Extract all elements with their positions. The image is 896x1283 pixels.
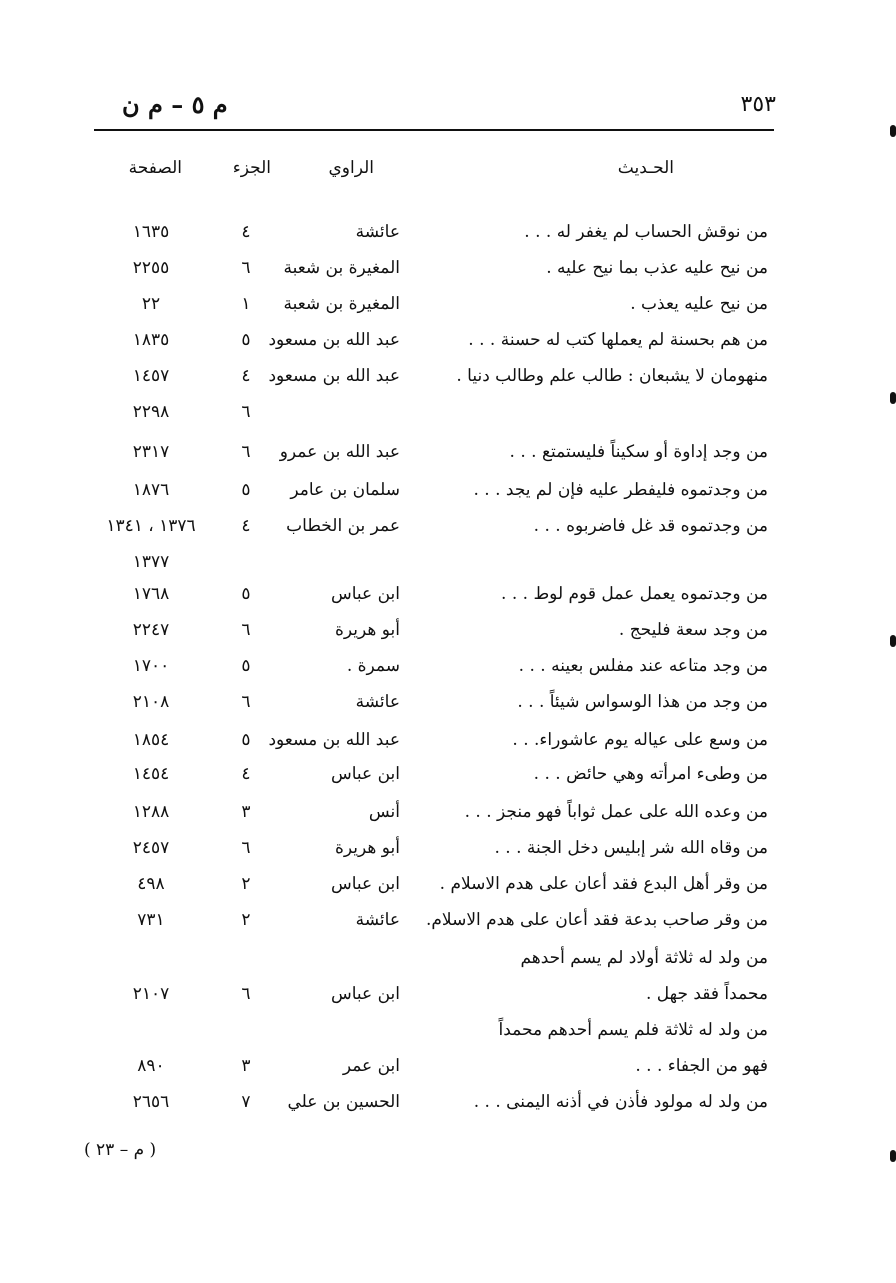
narrator: ابن عباس xyxy=(330,874,400,894)
hadith-text: من ولد له ثلاثة فلم يسم أحدهم محمداً xyxy=(498,1020,768,1040)
hadith-text: من نيح عليه عذب بما نيح عليه . xyxy=(546,258,768,278)
volume-number: ٥ xyxy=(241,584,251,604)
table-row xyxy=(0,1092,896,1126)
narrator: عبد الله بن مسعود xyxy=(268,730,400,750)
binding-mark xyxy=(890,1150,896,1162)
hadith-text: من هم بحسنة لم يعملها كتب له حسنة . . . xyxy=(468,330,768,350)
table-row xyxy=(0,1056,896,1090)
volume-number: ٢ xyxy=(241,910,251,930)
binding-mark xyxy=(890,635,896,647)
page-reference: ١٢٨٨ xyxy=(132,802,170,822)
narrator: المغيرة بن شعبة xyxy=(283,294,400,314)
volume-number: ٦ xyxy=(241,258,251,278)
page-number: ٣٥٣ xyxy=(740,92,776,117)
narrator: عبد الله بن مسعود xyxy=(268,330,400,350)
table-row xyxy=(0,730,896,764)
hadith-text: من ولد له ثلاثة أولاد لم يسم أحدهم xyxy=(520,948,768,968)
table-row xyxy=(0,516,896,550)
page-reference: ١٨٧٦ xyxy=(132,480,170,500)
volume-number: ٤ xyxy=(241,222,251,242)
hadith-text: من وجدتموه قد غل فاضربوه . . . xyxy=(533,516,768,536)
binding-mark xyxy=(890,125,896,137)
volume-number: ٦ xyxy=(241,620,251,640)
hadith-text: من وطىء امرأته وهي حائض . . . xyxy=(533,764,768,784)
narrator: عبد الله بن عمرو xyxy=(279,442,400,462)
narrator: ابن عباس xyxy=(330,764,400,784)
page-reference: ٢٢٩٨ xyxy=(132,402,170,422)
volume-number: ٥ xyxy=(241,730,251,750)
volume-number: ٧ xyxy=(241,1092,251,1112)
table-row xyxy=(0,480,896,514)
table-row xyxy=(0,258,896,292)
narrator: عمر بن الخطاب xyxy=(286,516,400,536)
volume-number: ٣ xyxy=(241,1056,251,1076)
column-header-rawi: الراوي xyxy=(328,158,374,178)
table-row xyxy=(0,802,896,836)
table-row xyxy=(0,910,896,944)
volume-number: ٦ xyxy=(241,402,251,422)
page-reference: ١٣٧٧ xyxy=(132,552,170,572)
header-rule xyxy=(94,129,774,131)
table-row xyxy=(0,838,896,872)
hadith-text: من ولد له مولود فأذن في أذنه اليمنى . . . xyxy=(473,1092,768,1112)
table-row xyxy=(0,552,896,586)
narrator: عائشة xyxy=(355,910,400,930)
narrator: سلمان بن عامر xyxy=(290,480,400,500)
volume-number: ٥ xyxy=(241,656,251,676)
table-row xyxy=(0,330,896,364)
table-row xyxy=(0,948,896,982)
volume-number: ٤ xyxy=(241,516,251,536)
table-row xyxy=(0,984,896,1018)
narrator: المغيرة بن شعبة xyxy=(283,258,400,278)
narrator: أنس xyxy=(368,802,400,822)
page-reference: ٢٦٥٦ xyxy=(132,1092,170,1112)
table-row xyxy=(0,656,896,690)
page-reference: ٢٣١٧ xyxy=(132,442,170,462)
volume-number: ٦ xyxy=(241,984,251,1004)
volume-number: ٣ xyxy=(241,802,251,822)
volume-number: ٥ xyxy=(241,330,251,350)
table-row xyxy=(0,1020,896,1054)
hadith-text: من وجد إداوة أو سكيناً فليستمتع . . . xyxy=(509,442,768,462)
narrator: ابن عمر xyxy=(342,1056,400,1076)
page-reference: ٢٢٥٥ xyxy=(132,258,170,278)
hadith-text: محمداً فقد جهل . xyxy=(645,984,768,1004)
table-row xyxy=(0,366,896,400)
section-code: م ٥ – م ن xyxy=(122,90,228,119)
hadith-text: من نيح عليه يعذب . xyxy=(630,294,768,314)
narrator: الحسين بن علي xyxy=(287,1092,400,1112)
hadith-text: من وقاه الله شر إبليس دخل الجنة . . . xyxy=(494,838,768,858)
hadith-text: من وجدتموه فليفطر عليه فإن لم يجد . . . xyxy=(473,480,768,500)
hadith-text: من نوقش الحساب لم يغفر له . . . xyxy=(524,222,768,242)
table-row xyxy=(0,222,896,256)
page-reference: ١٦٣٥ xyxy=(132,222,170,242)
column-header-hadith: الحـديث xyxy=(617,158,674,178)
page-reference: ١٣٧٦ ، ١٣٤١ xyxy=(106,516,196,536)
hadith-text: من وجد من هذا الوسواس شيئاً . . . xyxy=(517,692,768,712)
narrator: أبو هريرة xyxy=(334,620,400,640)
page-reference: ١٤٥٧ xyxy=(132,366,170,386)
hadith-text: منهومان لا يشبعان : طالب علم وطالب دنيا . xyxy=(456,366,768,386)
hadith-text: من وقر أهل البدع فقد أعان على هدم الاسلام . xyxy=(439,874,768,894)
volume-number: ٤ xyxy=(241,366,251,386)
table-row xyxy=(0,620,896,654)
hadith-text: من وجد متاعه عند مفلس بعينه . . . xyxy=(518,656,768,676)
page-reference: ٢١٠٧ xyxy=(132,984,170,1004)
volume-number: ٦ xyxy=(241,692,251,712)
table-row xyxy=(0,442,896,476)
hadith-text: من وقر صاحب بدعة فقد أعان على هدم الاسلام. xyxy=(426,910,768,930)
column-header-page: الصفحة xyxy=(128,158,182,178)
table-row xyxy=(0,402,896,436)
page-reference: ٢٤٥٧ xyxy=(132,838,170,858)
column-header-juz: الجزء xyxy=(232,158,271,178)
signature-mark: ( م – ٢٣ ) xyxy=(84,1140,157,1160)
hadith-text: فهو من الجفاء . . . xyxy=(635,1056,768,1076)
volume-number: ٤ xyxy=(241,764,251,784)
table-row xyxy=(0,294,896,328)
page-reference: ١٧٠٠ xyxy=(132,656,170,676)
volume-number: ٢ xyxy=(241,874,251,894)
narrator: ابن عباس xyxy=(330,984,400,1004)
table-row xyxy=(0,692,896,726)
hadith-text: من وجد سعة فليحج . xyxy=(618,620,768,640)
narrator: سمرة . xyxy=(346,656,400,676)
page-reference: ١٨٥٤ xyxy=(132,730,170,750)
volume-number: ١ xyxy=(241,294,251,314)
page-reference: ٢٢ xyxy=(141,294,161,314)
page-reference: ٢٢٤٧ xyxy=(132,620,170,640)
hadith-text: من وجدتموه يعمل عمل قوم لوط . . . xyxy=(501,584,768,604)
volume-number: ٦ xyxy=(241,442,251,462)
narrator: عبد الله بن مسعود xyxy=(268,366,400,386)
narrator: ابن عباس xyxy=(330,584,400,604)
page-reference: ٧٣١ xyxy=(137,910,165,930)
page-reference: ١٨٣٥ xyxy=(132,330,170,350)
page-reference: ٨٩٠ xyxy=(137,1056,165,1076)
hadith-text: من وعده الله على عمل ثواباً فهو منجز . . . xyxy=(464,802,768,822)
binding-mark xyxy=(890,392,896,404)
hadith-text: من وسع على عياله يوم عاشوراء. . . xyxy=(512,730,768,750)
volume-number: ٦ xyxy=(241,838,251,858)
table-row xyxy=(0,584,896,618)
table-row xyxy=(0,764,896,798)
volume-number: ٥ xyxy=(241,480,251,500)
page-reference: ١٧٦٨ xyxy=(132,584,170,604)
page-reference: ٤٩٨ xyxy=(137,874,165,894)
narrator: عائشة xyxy=(355,222,400,242)
page-reference: ١٤٥٤ xyxy=(132,764,170,784)
page-reference: ٢١٠٨ xyxy=(132,692,170,712)
table-row xyxy=(0,874,896,908)
narrator: عائشة xyxy=(355,692,400,712)
narrator: أبو هريرة xyxy=(334,838,400,858)
